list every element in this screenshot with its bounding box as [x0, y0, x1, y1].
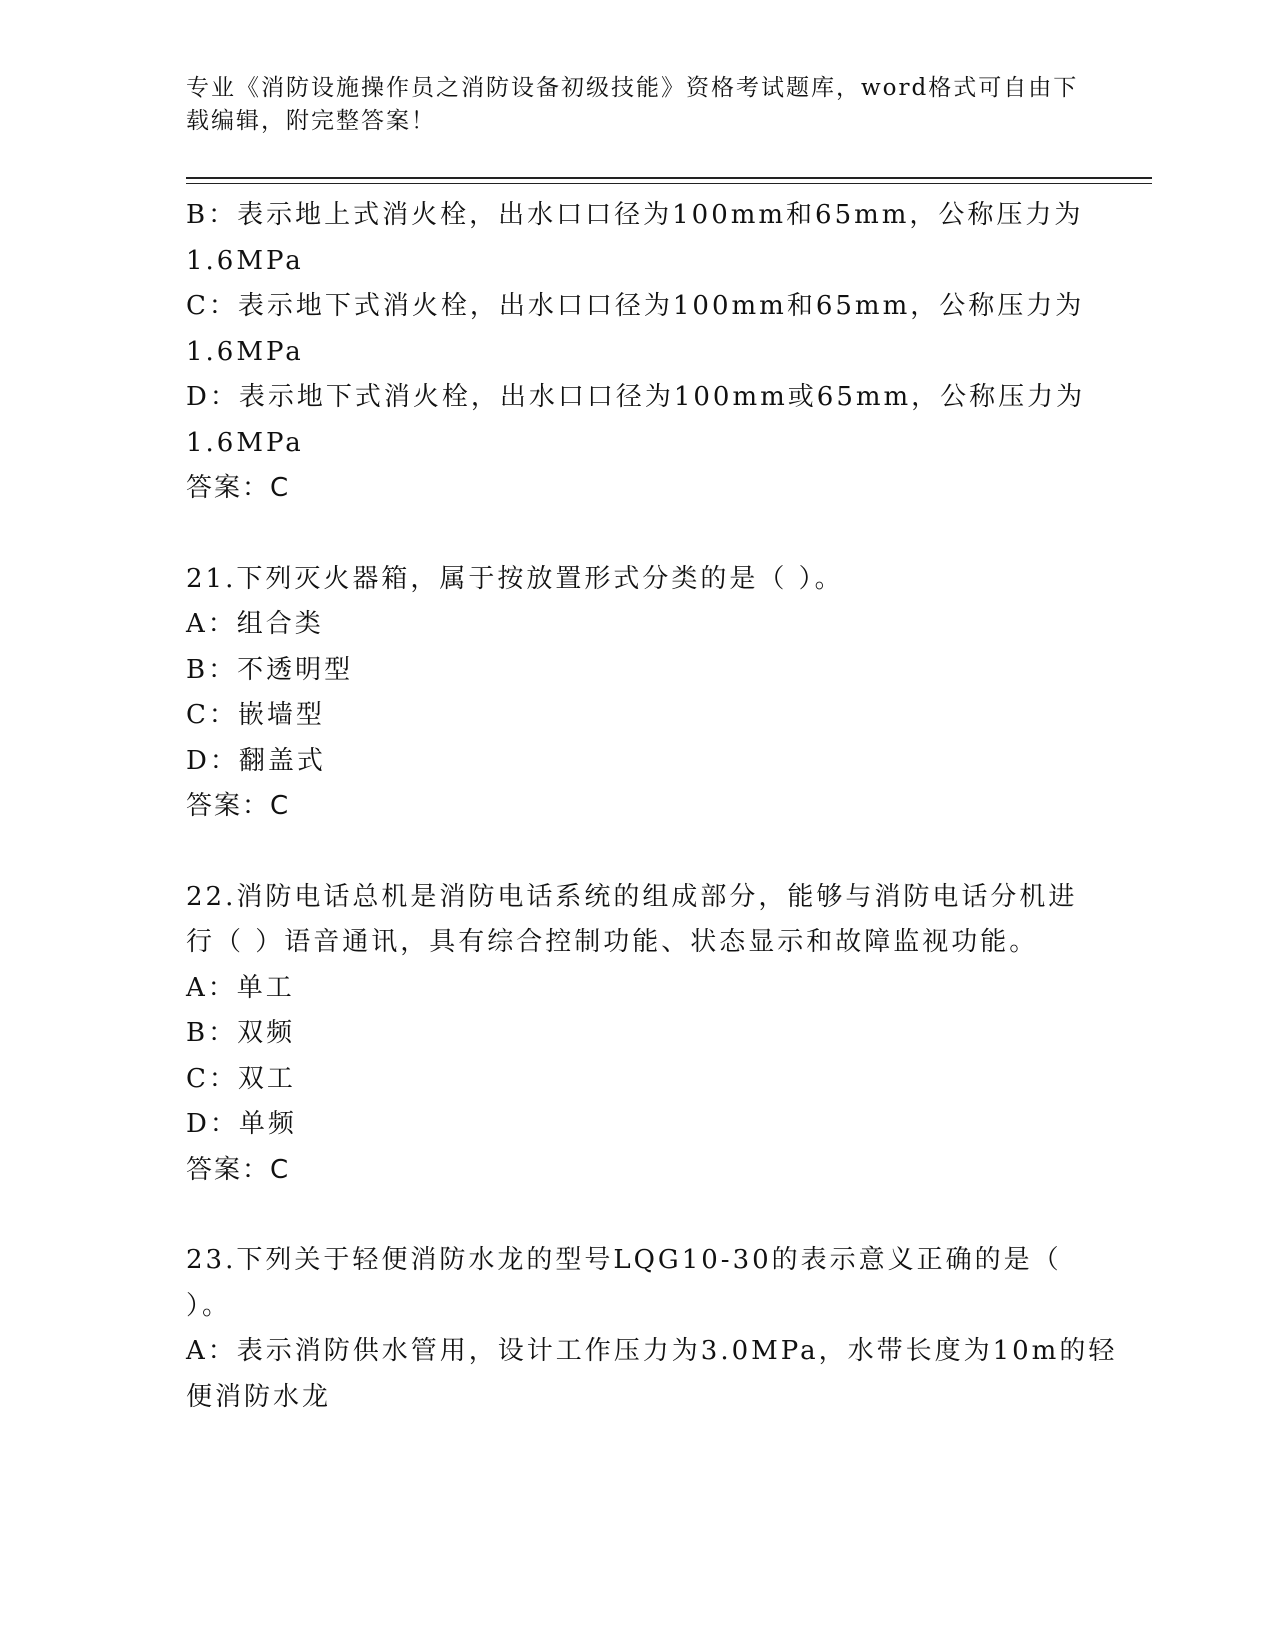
q20-option-d-cont: 1.6MPa	[186, 427, 304, 458]
header-line-1: 专业《消防设施操作员之消防设备初级技能》资格考试题库，word格式可自由下	[186, 75, 1079, 101]
q23-stem: 23.下列关于轻便消防水龙的型号LQG10-30的表示意义正确的是（	[186, 1245, 1062, 1275]
question-content	[186, 193, 1118, 1420]
q20-option-b-cont: 1.6MPa	[186, 245, 304, 276]
q20-option-b: B：表示地上式消火栓，出水口口径为100mm和65mm，公称压力为	[186, 200, 1084, 230]
q22-stem: 22.消防电话总机是消防电话系统的组成部分，能够与消防电话分机进	[186, 881, 1078, 912]
q21-answer: 答案：C	[186, 791, 291, 821]
header-line-2: 载编辑，附完整答案！	[186, 108, 436, 134]
q22-stem-cont: 行（ ）语音通讯，具有综合控制功能、状态显示和故障监视功能。	[186, 927, 1039, 957]
q22-option-d: D：单频	[186, 1109, 297, 1139]
header-divider-thin	[186, 183, 1152, 184]
q21-option-c: C：嵌墙型	[186, 700, 325, 730]
spacer	[186, 830, 1086, 875]
spacer	[186, 1193, 1086, 1238]
q21-option-d: D：翻盖式	[186, 745, 326, 776]
q22-option-a: A：单工	[186, 972, 295, 1003]
q21-option-a: A：组合类	[186, 609, 324, 639]
q20-option-c-cont: 1.6MPa	[186, 336, 304, 367]
q21-option-b: B：不透明型	[186, 654, 354, 685]
q22-answer: 答案：C	[186, 1154, 291, 1185]
q20-answer: 答案：C	[186, 473, 291, 503]
q22-option-b: B：双频	[186, 1018, 296, 1048]
q20-option-c: C：表示地下式消火栓，出水口口径为100mm和65mm，公称压力为	[186, 291, 1085, 321]
q23-option-a: A：表示消防供水管用，设计工作压力为3.0MPa，水带长度为10m的轻	[186, 1336, 1118, 1366]
q23-stem-cont: ）。	[186, 1290, 232, 1321]
q20-option-d: D：表示地下式消火栓，出水口口径为100mm或65mm，公称压力为	[186, 382, 1086, 412]
header-divider-thick	[186, 177, 1152, 179]
spacer	[186, 512, 1086, 557]
q21-stem: 21.下列灭火器箱，属于按放置形式分类的是（ ）。	[186, 563, 844, 594]
q22-option-c: C：双工	[186, 1063, 296, 1094]
q23-option-a-cont: 便消防水龙	[186, 1381, 332, 1412]
document-header	[186, 72, 1086, 138]
